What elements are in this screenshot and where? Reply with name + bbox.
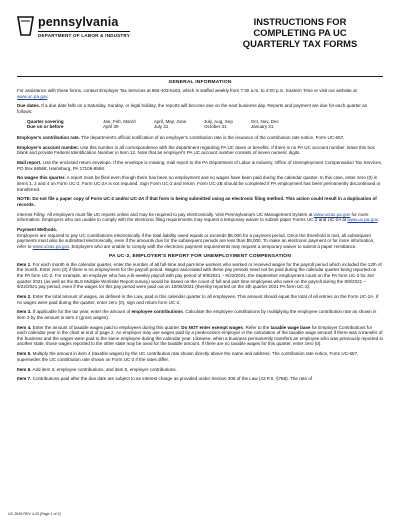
uc-website-link[interactable]: www.uc.pa.gov [347,217,378,223]
table-row: Due on or before April 30 July 31 October 31 January 31 [27,124,274,130]
item-1-paragraph: Item 1. For each month in the calendar quarter, enter the number of all full-time and part-time workers who worked or received wages for the payroll period which included the 12th of the month. Enter zero (0) if there is no employment for the payroll period. Wages associated with these pay periods need not be paid during the calendar quarter being reported on the PA form UC-2. For example, an employer who has a bi-weekly payroll with pay period of 9/9/2021 – 9/22/2021, the September employment count on the PA form UC-2 for 3rd quarter 2021 (as well as the BLS Multiple Worksite Report survey) would be based on the count of full and part time employees who were on the payroll during the 9/9/2021 – 9/22/2021 pay period, even if the wages for this pay period were paid out on 10/05/2021 (thereby reported on the 4th quarter 2021 PA form UC-2). [17,261,382,290]
account-number-paragraph: Employer's account number. Use this number in all correspondence with the department regarding PA UC taxes or benefits. If there is no PA UC account number, leave this box blank and provide Federal Identification Number in Item 12. Note that an employer's PA UC account number consists of seven numeric digits. [17,144,375,156]
note-paragraph: NOTE: Do not file a paper copy of Form UC-2 and/or UC-2A if that form is being submitted using an electronic filing method. This action could result in a duplication of records. [17,196,377,208]
form-footer: UC-2INS REV 4-20 (Page 1 of 2) [8,512,61,516]
title-line: COMPLETING PA UC [253,27,347,38]
page-header [17,10,383,72]
item-6-paragraph: Item 6. Add item 3, employee contributions, and item 5, employer contributions. [17,366,177,372]
quarter-due-table [27,119,297,130]
item-5-paragraph: Item 5. Multiply the amount in item 4 (taxable wages) by the UC contribution rate shown directly above the name and address. The contribution rate notice, Form UC-657, supersedes the UC contribution rate shown on Form UC-2 if the rates differ. [17,351,359,362]
divider [17,76,383,77]
payment-methods-heading: Payment Methods. [17,227,58,233]
item-4-paragraph: Item 4. Enter the amount of taxable wages paid to employees during this quarter. Do NOT enter exempt wages. Refer to the taxable wage base for Employer Contributions for each calendar year in the chart at end of page 2. An employer may use wages paid by a predecessor employer in the calculation of the taxable wage amount if there was a transfer of the business and the wages were paid to the same employee during the calendar year. Likewise, when a business permanently transfers an employee who was previously reported in another state, those wages reported to the other state may be used for the taxable amount. If there are no taxable wages for this quarter, enter zero (0). [17,324,383,347]
uc-website-link[interactable]: www.uc.pa.gov [17,93,48,99]
payment-methods-paragraph: Payment Methods. Employers are required to pay UC contributions electronically if the total liability owed equals or exceeds $5,000 for a payment period. Once the threshold is met, all subsequent payments must also be submitted electronically, even if the amounts due for the subsequent periods are less than $5,000. To make an electronic payment or for more information, refer to www.uctax.pa.gov. Employers who are unable to comply with the electronic payment requirements may request a temporary waiver to submit a paper remittance. [17,227,375,249]
contribution-rate-paragraph: Employer's contribution rate. The department's official notification of an employer's contribution rate is the issuance of the contribution rate notice, Form UC-657. [17,134,345,140]
logo-name: pennsylvania [38,15,119,29]
title-line: INSTRUCTIONS FOR [253,16,347,27]
keystone-icon [17,16,34,36]
section-heading-general: GENERAL INFORMATION [168,80,232,85]
title-line: QUARTERLY TAX FORMS [242,38,358,49]
item-2-paragraph: Item 2. Enter the total amount of wages, as defined in the Law, paid in this calendar quarter to all employees. This amount should equal the total of all entries on the Form UC-2A. If no wages were paid during the quarter, enter zero (0), sign and return form UC-2. [17,293,379,305]
section-heading-uc2: PA UC-2, EMPLOYER'S REPORT FOR UNEMPLOYMENT COMPENSATION [108,253,292,259]
mail-report-paragraph: Mail report. Use the enclosed return envelope. If the envelope is missing, mail report to the PA Department of Labor & Industry, Office of Unemployment Compensation Tax Services, PO Box 68568, Harrisburg, PA 17106-8568. [17,160,383,171]
uctax-link[interactable]: www.uctax.pa.gov [32,243,69,249]
due-dates-paragraph: Due dates. If a due date falls on a Saturday, Sunday, or legal holiday, the reports will become due on the next business day. Reports and payment are due for each quarter as follows: [17,103,367,114]
uctax-link[interactable]: www.uctax.pa.gov [313,211,351,217]
logo-dept: DEPARTMENT OF LABOR & INDUSTRY [38,33,131,38]
document-title [226,16,374,49]
table-row: Quarter covering Jan, Feb, March April, May, June July, Aug, Sep Oct, Nov, Dec [27,118,279,124]
pa-logo [17,16,130,38]
item-3-paragraph: Item 3. If applicable for the tax year, enter the amount of employee contributions. Calculate the employee contributions by multiplying the employee contribution rate as shown in item 3 by the amount in item 2 (gross wages). [17,309,377,320]
no-wages-paragraph: No wages this quarter. A report must be filed even though there has been no employment and no wages have been paid during the calendar quarter. In this case, enter zero (0) in items 1, 2 and 4 on Form UC-2, Form UC-2A is not required. Sign Form UC-2 and return. Form UC-2B should be completed if PA employment has been permanently discontinued or transferred. [17,175,381,192]
item-7-paragraph: Item 7. Contributions paid after the due date are subject to an interest charge as provided under Section 308 of the Law (43 P.S. §788). The rate of [17,376,313,382]
internet-filing-paragraph: Internet Filing. All employers must file UC reports online and may be required to pay electronically. Visit Pennsylvania's UC Management System at www.uctax.pa.gov for more information. Employers who are unable to comply with the electronic filing requirements may request a temporary waiver to submit paper Forms UC-2 and UC-2A at www.uc.pa.gov. [17,211,379,223]
assistance-paragraph: For assistance with these forms, contact Employer Tax Services at 866-403-6163, which is staffed weekly from 7:30 a.m. to 4:00 p.m. Eastern Time or visit our website at www.uc.pa.gov. [17,88,357,99]
